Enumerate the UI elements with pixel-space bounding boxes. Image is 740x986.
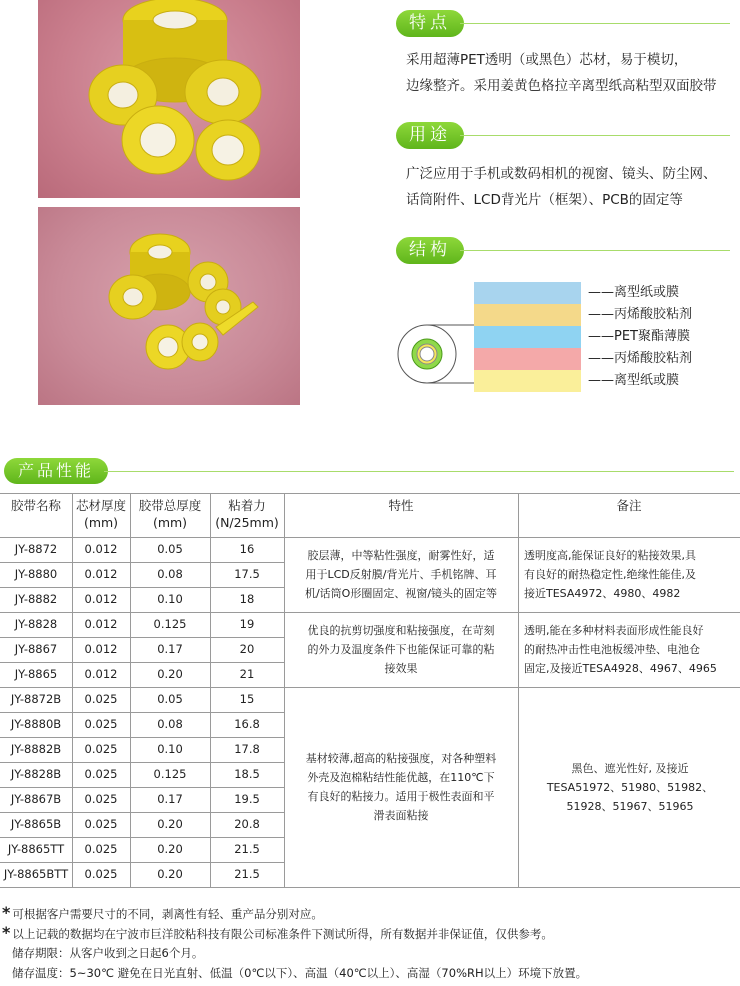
cell-core-thickness: 0.025: [84, 742, 118, 756]
cell-adhesion: 17.5: [234, 567, 260, 581]
tape-roll-diagram: [395, 322, 475, 386]
cell-adhesion: 21: [239, 667, 255, 681]
cell-name: JY-8865BTT: [3, 867, 69, 881]
structure-layer-1: [474, 282, 581, 304]
note-1-text: 可根据客户需要尺寸的不同，剥离性有轻、重产品分别对应。: [12, 907, 323, 921]
product-performance-heading: 产品性能: [4, 458, 108, 484]
remark-line: 的耐热冲击性电池板缓冲垫、电池仓: [524, 643, 700, 656]
table-column-divider: [284, 493, 285, 887]
structure-layer-label-1: ——离型纸或膜: [588, 285, 680, 300]
structure-layer-5: [474, 370, 581, 392]
table-group-divider: [284, 887, 740, 888]
cell-name: JY-8865B: [10, 817, 62, 831]
cell-name: JY-8828B: [10, 767, 62, 781]
cell-core-thickness: 0.025: [84, 817, 118, 831]
structure-layer-label-5: ——离型纸或膜: [588, 373, 680, 388]
storage-period: 储存期限：从客户收到之日起6个月。: [12, 946, 204, 960]
features-divider: [460, 23, 730, 24]
header-adhesion-label: 粘着力: [228, 498, 266, 513]
table-group-divider: [284, 612, 740, 613]
table-row-divider: [0, 887, 284, 888]
storage-temperature: 储存温度：5~30℃ 避免在日光直射、低温（0℃以下）、高温（40℃以上）、高湿（70%RH以上）环境下放置。: [12, 966, 588, 980]
cell-core-thickness: 0.025: [84, 692, 118, 706]
header-remark: 备注: [616, 498, 642, 513]
structure-layer-label-4: ——丙烯酸胶粘剂: [588, 351, 693, 366]
cell-name: JY-8880B: [10, 717, 62, 731]
structure-layer-label-3: ——PET聚酯薄膜: [588, 329, 690, 344]
tape-rolls-illustration-2: [38, 207, 300, 405]
cell-total-thickness: 0.17: [157, 642, 183, 656]
property-line: 滑表面粘接: [373, 809, 429, 822]
asterisk-icon: *: [2, 903, 11, 922]
group-remark-text: [524, 621, 736, 678]
cell-total-thickness: 0.08: [157, 567, 183, 581]
cell-name: JY-8872: [14, 542, 58, 556]
usage-text: [406, 161, 717, 213]
property-line: 基材较薄,超高的粘接强度，对各种塑料: [305, 752, 497, 765]
property-line: 用于LCD反射膜/背光片、手机铭牌、耳: [305, 568, 497, 581]
usage-line-1: 广泛应用于手机或数码相机的视窗、镜头、防尘网、: [406, 166, 717, 182]
table-column-divider: [130, 493, 131, 887]
cell-core-thickness: 0.025: [84, 792, 118, 806]
cell-total-thickness: 0.125: [153, 767, 187, 781]
tape-rolls-illustration-1: [38, 0, 300, 198]
cell-adhesion: 16.8: [234, 717, 260, 731]
group-remark-text: [524, 759, 736, 816]
header-property: 特性: [388, 498, 414, 513]
header-adhesion-unit: (N/25mm): [215, 515, 279, 530]
note-1: [2, 904, 323, 923]
group-property-text: [290, 546, 512, 603]
cell-name: JY-8880: [14, 567, 58, 581]
remark-line: 固定,及接近TESA4928、4967、4965: [524, 662, 717, 675]
cell-core-thickness: 0.012: [84, 667, 118, 681]
property-line: 外壳及泡棉粘结性能优越，在110℃下: [307, 771, 495, 784]
cell-core-thickness: 0.012: [84, 567, 118, 581]
header-core-label: 芯材厚度: [75, 498, 126, 513]
product-photo-2: [38, 207, 300, 405]
product-performance-divider: [104, 471, 734, 472]
cell-name: JY-8882B: [10, 742, 62, 756]
structure-layer-3: [474, 326, 581, 348]
structure-divider: [460, 250, 730, 251]
usage-line-2: 话筒附件、LCD背光片（框架）、PCB的固定等: [406, 192, 683, 208]
remark-line: 接近TESA4972、4980、4982: [524, 587, 681, 600]
header-total-label: 胶带总厚度: [138, 498, 202, 513]
cell-core-thickness: 0.025: [84, 867, 118, 881]
header-core: [72, 497, 130, 531]
cell-core-thickness: 0.012: [84, 642, 118, 656]
cell-total-thickness: 0.20: [157, 667, 183, 681]
header-adhesion: [210, 497, 284, 531]
cell-name: JY-8882: [14, 592, 58, 606]
cell-name: JY-8865: [14, 667, 58, 681]
product-photo-1: [38, 0, 300, 198]
property-line: 优良的抗剪切强度和粘接强度，在苛刻: [307, 624, 495, 637]
table-group-divider: [284, 687, 740, 688]
cell-total-thickness: 0.20: [157, 817, 183, 831]
cell-core-thickness: 0.025: [84, 842, 118, 856]
cell-name: JY-8867: [14, 642, 58, 656]
structure-layer-label-2: ——丙烯酸胶粘剂: [588, 307, 693, 322]
remark-line: 黑色、遮光性好, 及接近: [571, 761, 689, 775]
cell-adhesion: 19: [239, 617, 255, 631]
cell-core-thickness: 0.012: [84, 617, 118, 631]
property-line: 机/话筒O形圈固定、视窗/镜头的固定等: [304, 587, 498, 600]
cell-total-thickness: 0.20: [157, 842, 183, 856]
structure-layer-4: [474, 348, 581, 370]
header-total: [130, 497, 210, 531]
cell-total-thickness: 0.05: [157, 692, 183, 706]
remark-line: TESA51972、51980、51982、: [546, 780, 714, 794]
cell-total-thickness: 0.08: [157, 717, 183, 731]
cell-adhesion: 19.5: [234, 792, 260, 806]
asterisk-icon: *: [2, 923, 11, 942]
group-property-text: [290, 749, 512, 825]
header-total-unit: (mm): [152, 515, 188, 530]
cell-total-thickness: 0.17: [157, 792, 183, 806]
remark-line: 透明,能在多种材料表面形成性能良好: [524, 624, 704, 637]
structure-heading: 结构: [396, 237, 464, 264]
remark-line: 有良好的耐热稳定性,绝缘性能佳,及: [524, 568, 696, 581]
cell-adhesion: 21.5: [234, 867, 260, 881]
features-text: [406, 47, 717, 99]
product-table: [0, 493, 740, 893]
table-top-border: [0, 493, 740, 494]
table-column-divider: [72, 493, 73, 887]
cell-adhesion: 16: [239, 542, 255, 556]
header-name: 胶带名称: [10, 498, 61, 513]
remark-line: 51928、51967、51965: [566, 799, 694, 813]
property-line: 的外力及温度条件下也能保证可靠的粘: [307, 643, 495, 656]
cell-adhesion: 20: [239, 642, 255, 656]
features-line-1: 采用超薄PET透明（或黑色）芯材，易于模切，: [406, 52, 688, 68]
property-line: 有良好的粘接力。适用于极性表面和平: [307, 790, 495, 803]
cell-name: JY-8867B: [10, 792, 62, 806]
usage-divider: [460, 135, 730, 136]
cell-total-thickness: 0.10: [157, 742, 183, 756]
group-remark-text: [524, 546, 736, 603]
cell-total-thickness: 0.05: [157, 542, 183, 556]
table-column-divider: [518, 493, 519, 887]
cell-name: JY-8865TT: [7, 842, 65, 856]
cell-adhesion: 20.8: [234, 817, 260, 831]
cell-core-thickness: 0.012: [84, 542, 118, 556]
note-2: [2, 924, 553, 943]
table-column-divider: [210, 493, 211, 887]
cell-adhesion: 18.5: [234, 767, 260, 781]
remark-line: 透明度高,能保证良好的粘接效果,具: [524, 549, 696, 562]
cell-core-thickness: 0.012: [84, 592, 118, 606]
cell-name: JY-8828: [14, 617, 58, 631]
cell-total-thickness: 0.10: [157, 592, 183, 606]
features-line-2: 边缘整齐。采用姜黄色格拉辛离型纸高粘型双面胶带: [406, 78, 717, 94]
structure-layer-2: [474, 304, 581, 326]
cell-adhesion: 18: [239, 592, 255, 606]
cell-core-thickness: 0.025: [84, 767, 118, 781]
cell-name: JY-8872B: [10, 692, 62, 706]
usage-heading: 用途: [396, 122, 464, 149]
property-line: 接效果: [384, 662, 418, 675]
cell-adhesion: 15: [239, 692, 255, 706]
cell-adhesion: 21.5: [234, 842, 260, 856]
cell-adhesion: 17.8: [234, 742, 260, 756]
header-core-unit: (mm): [83, 515, 119, 530]
note-2-text: 以上记载的数据均在宁波市巨洋胶粘科技有限公司标准条件下测试所得，所有数据并非保证值，仅供参考。: [12, 927, 553, 941]
cell-total-thickness: 0.125: [153, 617, 187, 631]
property-line: 胶层薄，中等粘性强度，耐雾性好，适: [307, 549, 495, 562]
cell-core-thickness: 0.025: [84, 717, 118, 731]
cell-total-thickness: 0.20: [157, 867, 183, 881]
features-heading: 特点: [396, 10, 464, 37]
group-property-text: [290, 621, 512, 678]
